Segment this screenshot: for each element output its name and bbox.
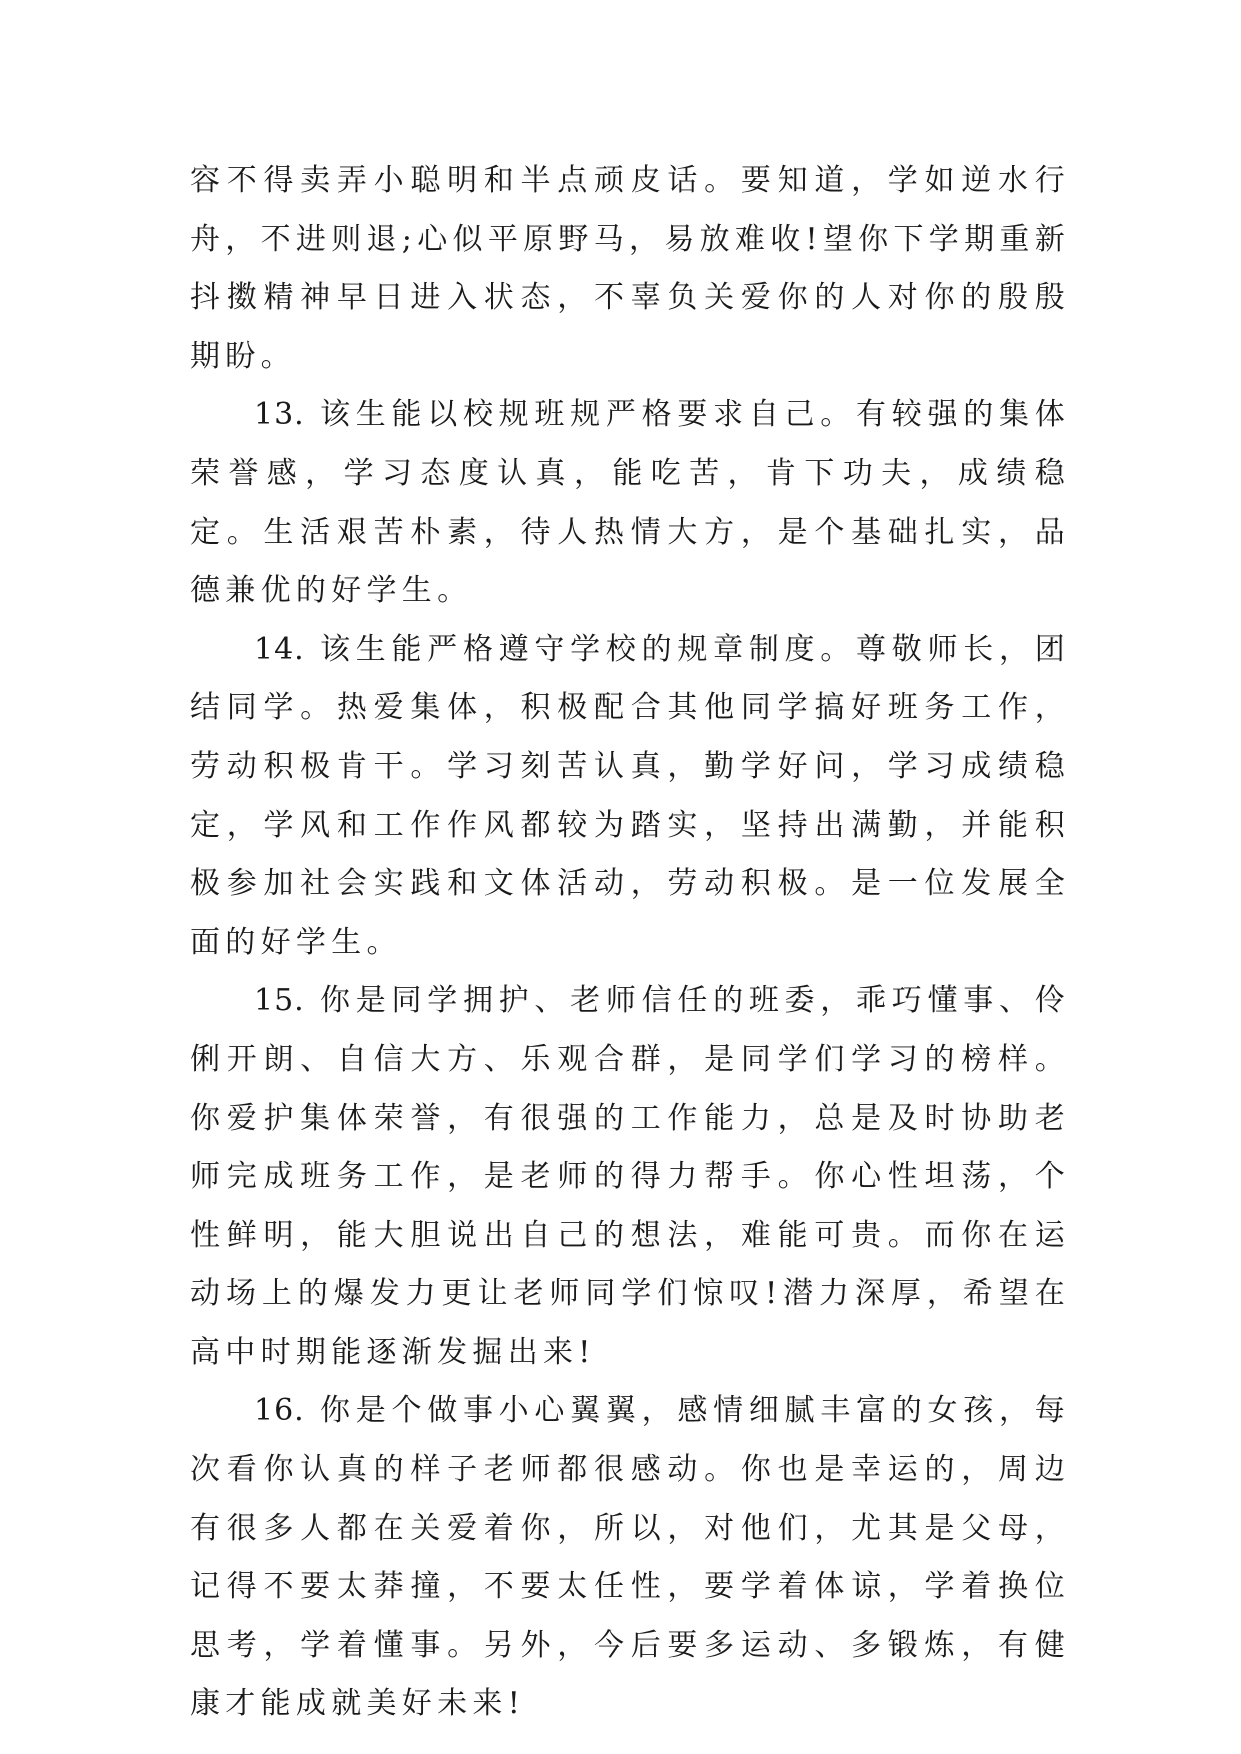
paragraph-text: 你是个做事小心翼翼，感情细腻丰富的女孩，每次看你认真的样子老师都很感动。你也是幸运的，周边有很多人都在关爱着你，所以，对他们，尤其是父母，记得不要太莽撞，不要太任性，要学着体谅，学着换位思考，学着懂事。另外，今后要多运动、多锻炼，有健康才能成就美好未来! bbox=[190, 1393, 1070, 1722]
paragraph-text: 该生能严格遵守学校的规章制度。尊敬师长，团结同学。热爱集体，积极配合其他同学搞好班务工作，劳动积极肯干。学习刻苦认真，勤学好问，学习成绩稳定，学风和工作作风都较为踏实，坚持出满勤，并能积极参加社会实践和文体活动，劳动积极。是一位发展全面的好学生。 bbox=[190, 631, 1070, 960]
paragraph-number: 16. bbox=[254, 1393, 305, 1429]
paragraph-number: 15. bbox=[254, 983, 305, 1019]
paragraph-text: 容不得卖弄小聪明和半点顽皮话。要知道，学如逆水行舟，不进则退;心似平原野马，易放难收!望你下学期重新抖擞精神早日进入状态，不辜负关爱你的人对你的殷殷期盼。 bbox=[190, 163, 1070, 374]
paragraph-number: 13. bbox=[254, 397, 305, 433]
paragraph-16 bbox=[190, 1382, 1070, 1734]
paragraph-15 bbox=[190, 972, 1070, 1382]
document-body bbox=[190, 152, 1070, 1734]
paragraph-text: 你是同学拥护、老师信任的班委，乖巧懂事、伶俐开朗、自信大方、乐观合群，是同学们学习的榜样。你爱护集体荣誉，有很强的工作能力，总是及时协助老师完成班务工作，是老师的得力帮手。你心性坦荡，个性鲜明，能大胆说出自己的想法，难能可贵。而你在运动场上的爆发力更让老师同学们惊叹!潜力深厚，希望在高中时期能逐渐发掘出来! bbox=[190, 983, 1070, 1370]
paragraph-14 bbox=[190, 621, 1070, 973]
paragraph-continued bbox=[190, 152, 1070, 386]
paragraph-text: 该生能以校规班规严格要求自己。有较强的集体荣誉感，学习态度认真，能吃苦，肯下功夫，成绩稳定。生活艰苦朴素，待人热情大方，是个基础扎实，品德兼优的好学生。 bbox=[190, 397, 1070, 609]
paragraph-number: 14. bbox=[254, 631, 305, 667]
paragraph-13 bbox=[190, 386, 1070, 620]
